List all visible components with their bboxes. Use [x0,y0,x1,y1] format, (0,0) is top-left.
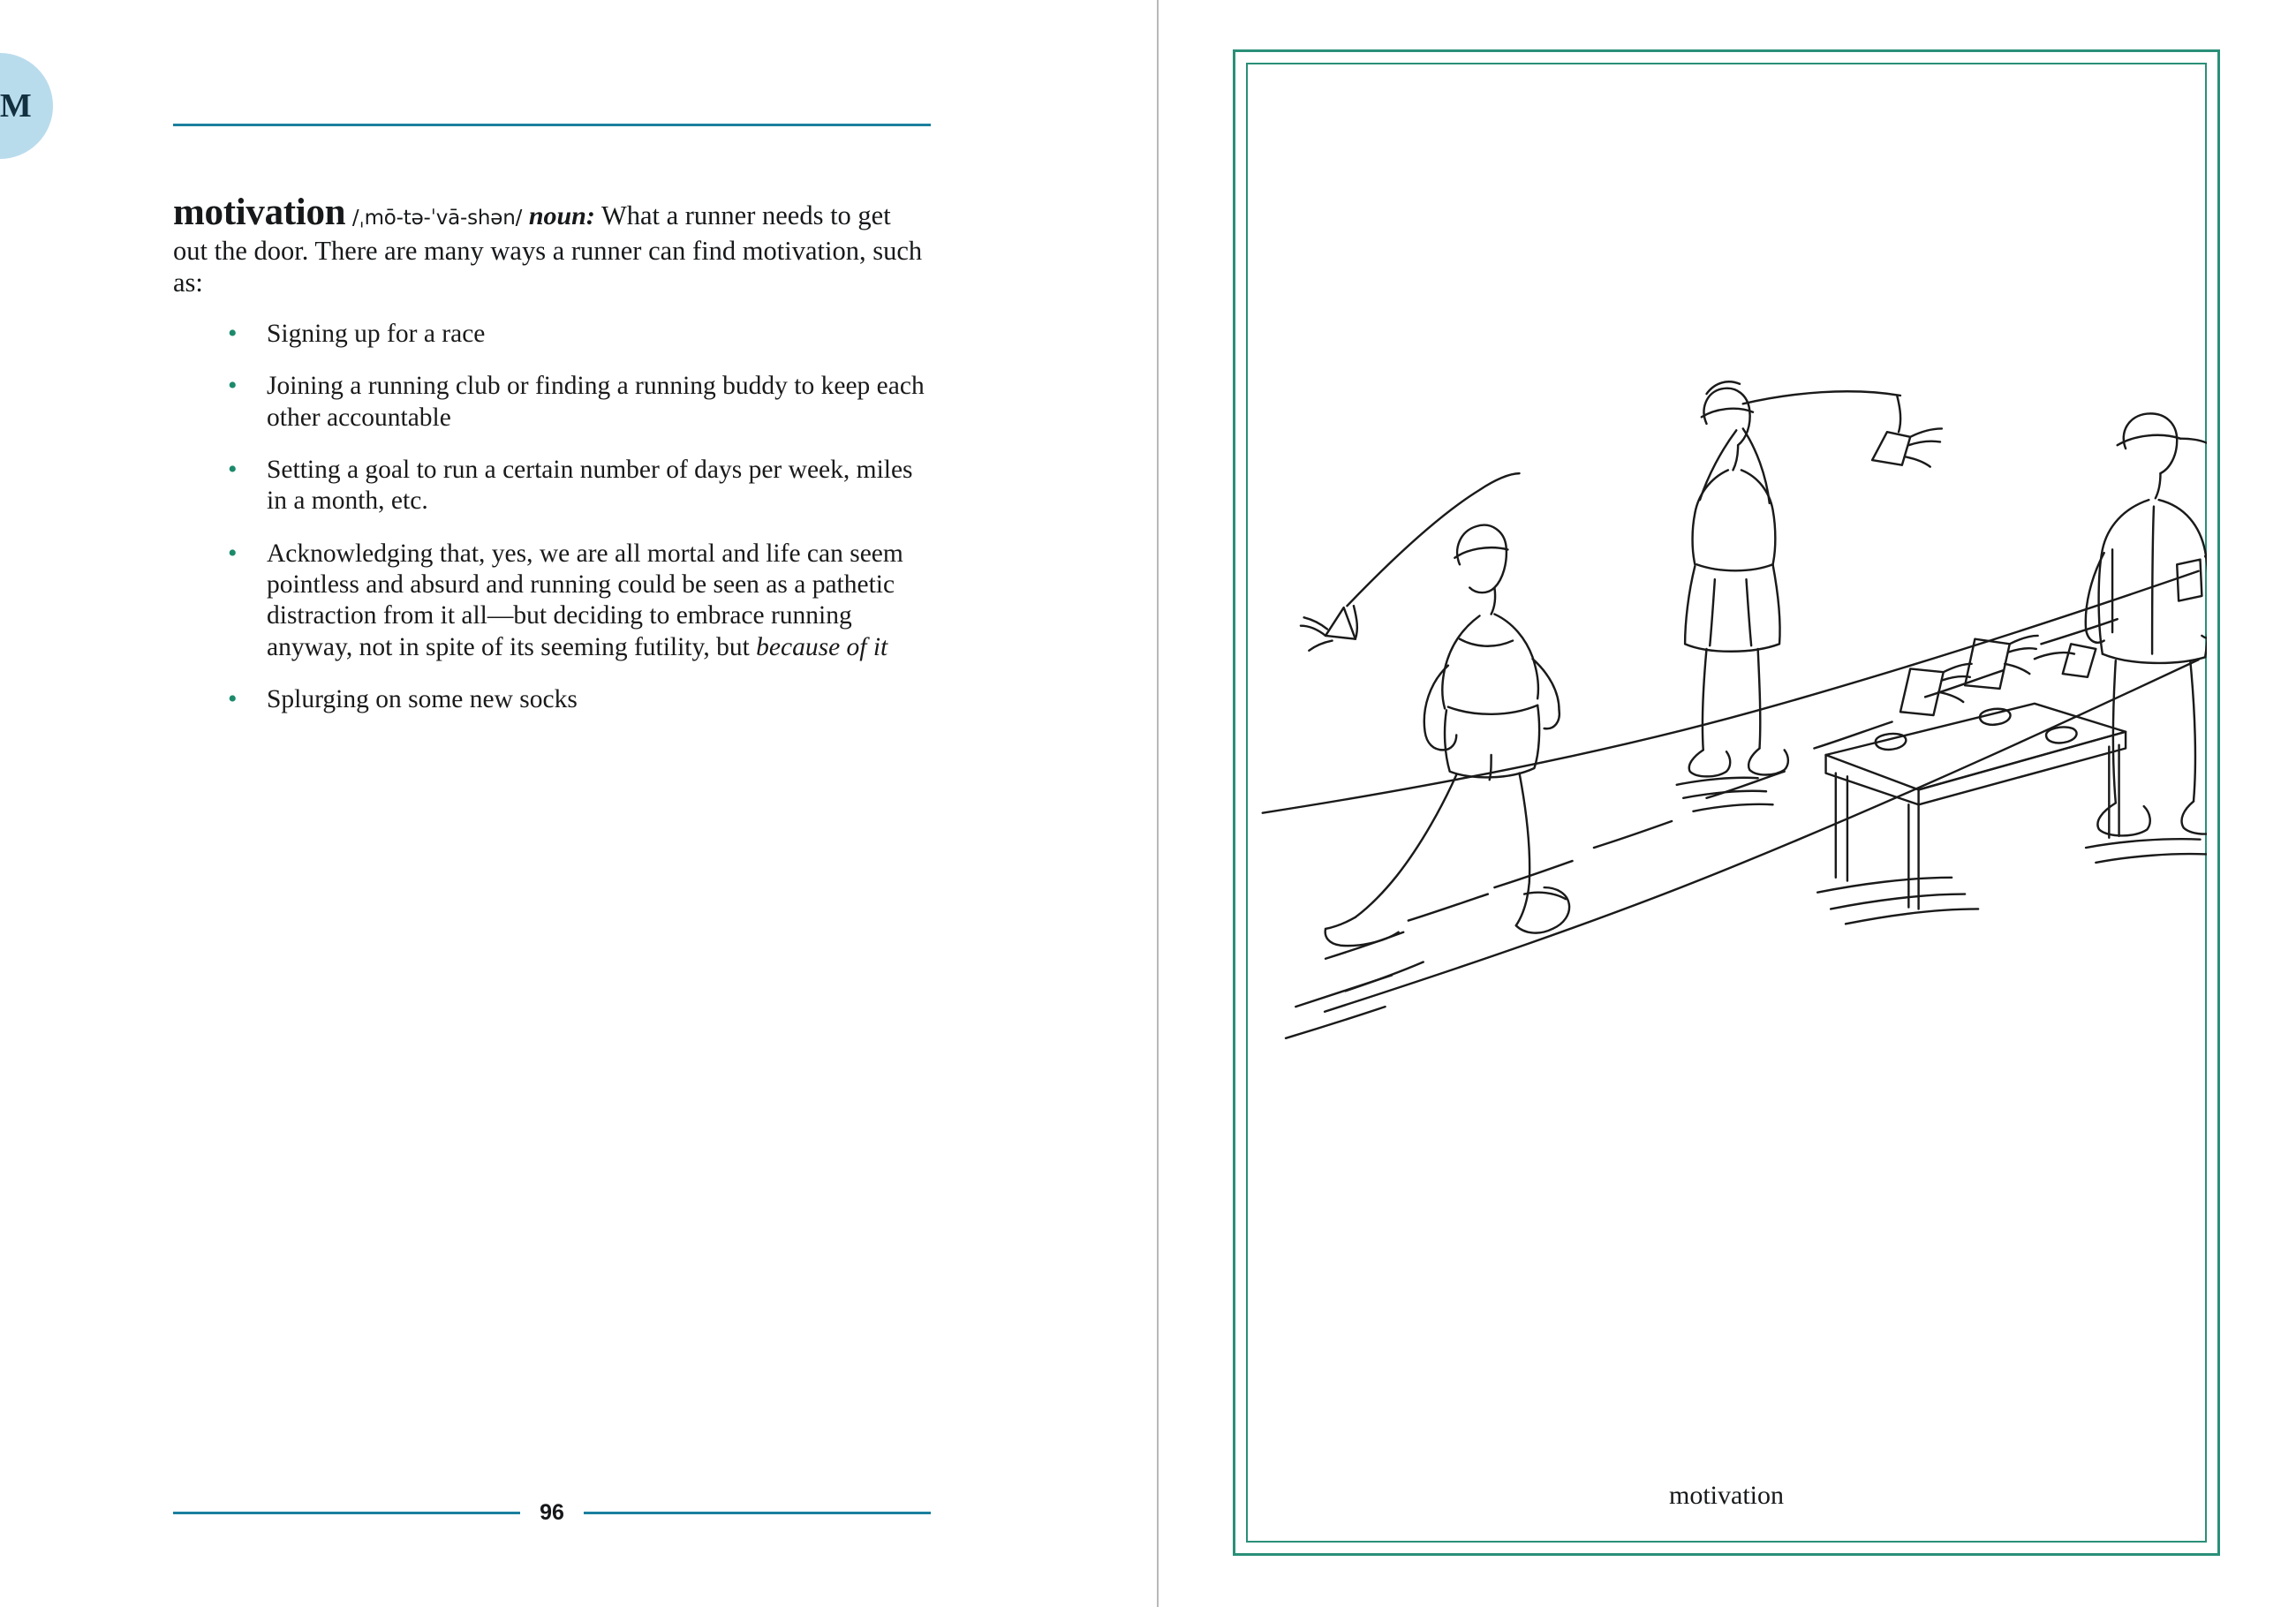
definition-text: What a runner needs to get out the door. There are many ways a runner can find motivation, such as: [173,200,923,298]
list-item-text: Splurging on some new socks [267,685,578,714]
text-column [173,124,931,737]
list-item [228,684,931,715]
list-item [228,371,931,434]
pronunciation: /ˌmō-tə-ˈvā-shən/ [351,207,523,230]
page-number: 96 [540,1500,564,1525]
letter-tab-label: M [0,87,33,124]
motivation-list [173,319,931,716]
top-rule [173,124,931,126]
folio-rule-right [584,1512,931,1514]
illustration-frame [1233,49,2220,1556]
headword: motivation [173,192,346,233]
list-item [228,455,931,517]
list-item-text: Joining a running club or finding a running buddy to keep each other accountable [267,372,925,432]
part-of-speech: noun: [528,201,595,230]
illustration [1246,63,2207,1447]
list-item-text: Acknowledging that, yes, we are all mortal and life can seem pointless and absurd and running could be seen as a pathetic distraction from it all—but deciding to embrace running anyway, not in spite of its seeming futility, but [267,539,903,661]
list-item [228,539,931,664]
list-item-emphasis: because of it [756,632,888,661]
folio-rule-left [173,1512,520,1514]
letter-tab [0,53,53,159]
list-item [228,319,931,350]
dictionary-entry [173,190,931,299]
list-item-text: Signing up for a race [267,319,486,348]
illustration-caption: motivation [1669,1481,1784,1510]
right-page [1159,0,2296,1607]
illustration-svg [1246,63,2207,1447]
list-item-text: Setting a goal to run a certain number of days per week, miles in a month, etc. [267,455,913,516]
folio [173,1500,931,1526]
